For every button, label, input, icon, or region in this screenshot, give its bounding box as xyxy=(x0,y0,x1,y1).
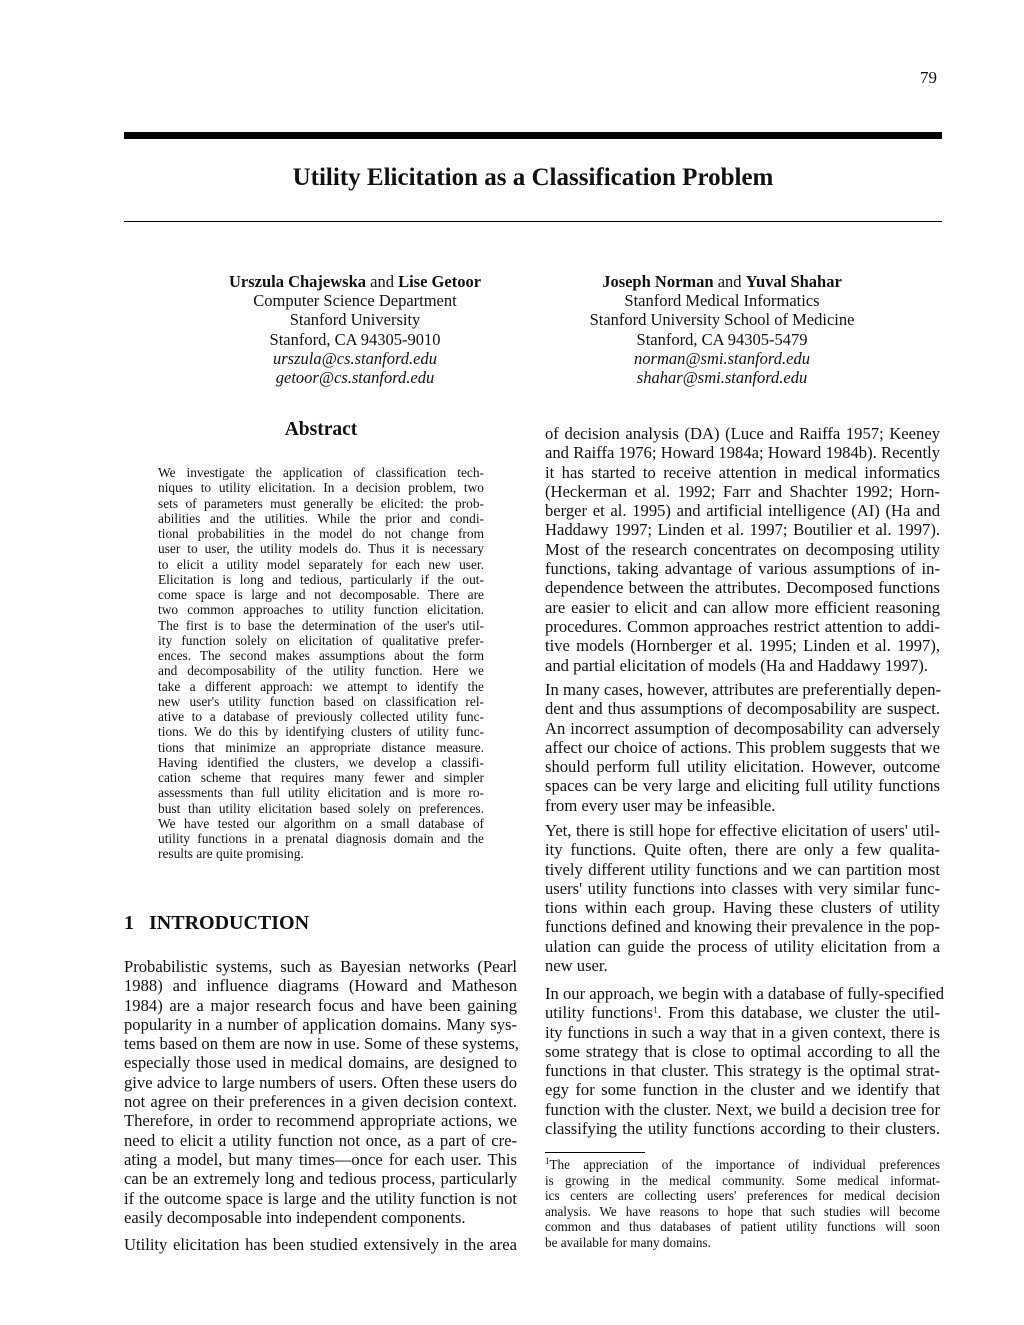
text-line: functions in that cluster. This strategy is the optimal strat- xyxy=(545,1061,940,1081)
text-line: need to elicit a utility function not once, as a part of cre- xyxy=(124,1130,517,1150)
text-line: 1984) are a major research focus and have been gaining xyxy=(124,995,517,1015)
section-number: 1 xyxy=(124,912,134,934)
text-line: two common approaches to utility function elicitation. xyxy=(158,602,484,618)
text-line: abilities and the utilities. While the prior and condi- xyxy=(158,510,484,526)
text-line: The first is to base the determination of the user's util- xyxy=(158,617,484,633)
text-line: and decomposability of the utility function. Here we xyxy=(158,663,484,679)
text-line: easily decomposable into independent components. xyxy=(124,1207,466,1227)
text-line: cation scheme that requires many fewer and simpler xyxy=(158,770,484,785)
text-line: tive models (Hornberger et al. 1995; Linden et al. 1997), xyxy=(545,636,940,656)
text-line: ity functions in such a way that in a given context, there is xyxy=(545,1022,940,1042)
page-number: 79 xyxy=(920,68,937,87)
text-line: ative to a database of previously collected utility func- xyxy=(158,709,484,724)
author-email[interactable]: norman@smi.stanford.edu xyxy=(634,348,810,368)
text-line: ics centers are collecting users' preferences for medical decision xyxy=(545,1188,940,1204)
author-address: Stanford, CA 94305-5479 xyxy=(636,329,808,349)
text-line: function with the cluster. Next, we build a decision tree for xyxy=(545,1099,940,1119)
text-line: it has started to receive attention in medical informatics xyxy=(545,462,940,482)
text-line: ating a model, but many times—once for each user. This xyxy=(124,1149,517,1169)
text-line: should perform full utility elicitation. However, outcome xyxy=(545,757,940,777)
text-line: popularity in a number of application domains. Many sys- xyxy=(124,1014,517,1034)
text-line: to elicit a utility model separately for each new user. xyxy=(158,556,484,572)
intro-paragraph xyxy=(545,984,945,1139)
footnote-marker: 1 xyxy=(652,1005,658,1016)
text-line: In many cases, however, attributes are preferentially depen- xyxy=(545,680,942,699)
text-line: Most of the research concentrates on decomposing utility xyxy=(545,539,940,559)
text-line: be available for many domains. xyxy=(545,1234,711,1250)
footnote xyxy=(545,1157,940,1251)
text-line: We have tested our algorithm on a small database of xyxy=(158,815,484,831)
text-line: Utility elicitation has been studied extensively in the area xyxy=(124,1235,517,1254)
text-line: utility functions in a prenatal diagnosis domain and the xyxy=(158,831,484,846)
text-line: tions that minimize an appropriate distance measure. xyxy=(158,739,484,755)
author-block-left xyxy=(145,272,565,387)
text-line: bust than utility elicitation based solely on preferences. xyxy=(158,800,484,816)
text-line: functions, taking advantage of various assumptions of in- xyxy=(545,559,940,579)
intro-paragraph xyxy=(124,957,517,1227)
text-line: spaces can be very large and eliciting full utility functions xyxy=(545,776,940,796)
text-line: procedures. Common approaches restrict attention to addi- xyxy=(545,616,940,636)
text-line: ulation can guide the process of utility elicitation from a xyxy=(545,936,940,956)
text-line: assessments than full utility elicitation and is more ro- xyxy=(158,785,484,801)
author-names: Urszula Chajewska and Lise Getoor xyxy=(228,272,482,291)
text-line: tively different utility functions and we can partition most xyxy=(545,859,940,879)
text-line: Having identified the clusters, we develop a classifi- xyxy=(158,754,484,770)
text-line: are easier to elicit and can allow more efficient reasoning xyxy=(545,597,940,617)
text-line: classifying the utility functions according to their clusters. xyxy=(545,1119,940,1139)
text-line: is growing in the medical community. Some medical informat- xyxy=(545,1172,940,1188)
text-line: come space is large and not decomposable. There are xyxy=(158,587,484,602)
text-line: tems based on them are now in use. Some of these systems, xyxy=(124,1034,519,1054)
author-dept: Stanford Medical Informatics xyxy=(624,291,820,311)
author-address: Stanford, CA 94305-9010 xyxy=(269,329,441,349)
author-institution: Stanford University xyxy=(289,310,421,330)
text-line: 1988) and influence diagrams (Howard and Matheson xyxy=(124,976,517,996)
text-line: new user's utility function based on classification rel- xyxy=(158,693,484,709)
intro-paragraph xyxy=(124,1235,517,1254)
text-line: user to user, the utility models do. Thus it is necessary xyxy=(158,541,484,557)
text-line: (Heckerman et al. 1992; Farr and Shachter 1992; Horn- xyxy=(545,481,940,501)
text-line: results are quite promising. xyxy=(158,846,304,862)
top-rule xyxy=(124,132,942,139)
text-line: Haddawy 1997; Linden et al. 1997; Boutilier et al. 1997). xyxy=(545,520,940,540)
text-line: An incorrect assumption of decomposability can adversely xyxy=(545,718,940,738)
text-line: Yet, there is still hope for effective elicitation of users' util- xyxy=(545,821,940,840)
author-institution: Stanford University School of Medicine xyxy=(589,310,855,330)
text-line: ences. The second makes assumptions about the form xyxy=(158,648,484,663)
text-line: if the outcome space is large and the utility function is not xyxy=(124,1188,517,1208)
text-line: In our approach, we begin with a database of fully-specified xyxy=(545,984,945,1003)
text-line: especially those used in medical domains, are designed to xyxy=(124,1053,517,1073)
text-line: can be an extremely long and tedious process, particularly xyxy=(124,1169,517,1189)
text-line: from every user may be infeasible. xyxy=(545,795,776,815)
abstract-text xyxy=(158,465,484,862)
section-title: INTRODUCTION xyxy=(149,912,310,934)
author-block-right xyxy=(512,272,932,387)
abstract-heading: Abstract xyxy=(284,419,358,440)
text-line: new user. xyxy=(545,956,608,976)
text-line: berger et al. 1995) and artificial intelligence (AI) (Ha and xyxy=(545,501,940,521)
text-line: give advice to large numbers of users. Often these users do xyxy=(124,1072,517,1092)
text-line: tions. We do this by identifying clusters of utility func- xyxy=(158,724,484,740)
text-line: analysis. We have reasons to hope that such studies will become xyxy=(545,1203,940,1219)
text-line: some strategy that is close to optimal according to all the xyxy=(545,1041,940,1061)
text-line: affect our choice of actions. This problem suggests that we xyxy=(545,737,940,757)
text-line: sets of parameters must generally be elicited: the prob- xyxy=(158,495,484,511)
text-line: Therefore, in order to recommend appropriate actions, we xyxy=(124,1111,517,1131)
author-dept: Computer Science Department xyxy=(253,291,457,311)
text-line: dent and thus assumptions of decomposability are suspect. xyxy=(545,699,940,719)
text-line: functions defined and knowing their prevalence in the pop- xyxy=(545,917,940,937)
text-line: Elicitation is long and tedious, particularly if the out- xyxy=(158,571,484,587)
footnote-rule xyxy=(545,1152,645,1153)
text-line: niques to utility elicitation. In a decision problem, two xyxy=(158,480,484,496)
intro-paragraph xyxy=(545,680,940,815)
text-line: of decision analysis (DA) (Luce and Raiffa 1957; Keeney xyxy=(545,424,940,443)
section-heading xyxy=(124,912,309,935)
text-line: tional probabilities in the model do not change from xyxy=(158,526,484,541)
text-line: $^1$The appreciation of the importance of individual preferences xyxy=(545,1156,940,1172)
text-line: tions within each group. Having these clusters of utility xyxy=(545,898,940,918)
intro-paragraph xyxy=(545,821,940,975)
author-email[interactable]: urszula@cs.stanford.edu xyxy=(273,348,437,368)
text-line: and partial elicitation of models (Ha and Haddawy 1997). xyxy=(545,655,928,675)
text-line: ity function solely on elicitation of qualitative prefer- xyxy=(158,632,484,648)
intro-paragraph xyxy=(545,424,940,675)
text-line: ity functions. Quite often, there are only a few qualita- xyxy=(545,840,940,860)
text-line: Probabilistic systems, such as Bayesian networks (Pearl xyxy=(124,957,517,976)
text-line: We investigate the application of classification tech- xyxy=(158,465,484,480)
text-line: and Raiffa 1976; Howard 1984a; Howard 1984b). Recently xyxy=(545,443,940,463)
author-email[interactable]: getoor@cs.stanford.edu xyxy=(275,368,435,388)
text-line: not agree on their preferences in a given decision context. xyxy=(124,1092,517,1112)
text-line: dependence between the attributes. Decomposed functions xyxy=(545,578,940,598)
footnote-marker: 1 xyxy=(545,1156,550,1166)
text-line: take a different approach: we attempt to identify the xyxy=(158,678,484,694)
text-line: utility functions$^1$. From this database, we cluster the util- xyxy=(545,1003,940,1023)
author-names: Joseph Norman and Yuval Shahar xyxy=(602,272,842,291)
text-line: egy for some function in the cluster and we identify that xyxy=(545,1080,940,1100)
paper-title: Utility Elicitation as a Classification Problem xyxy=(292,164,774,191)
author-email[interactable]: shahar@smi.stanford.edu xyxy=(636,368,808,388)
text-line: common and thus databases of patient utility functions will soon xyxy=(545,1219,940,1235)
title-rule xyxy=(124,221,942,222)
text-line: users' utility functions into classes with very similar func- xyxy=(545,878,940,898)
